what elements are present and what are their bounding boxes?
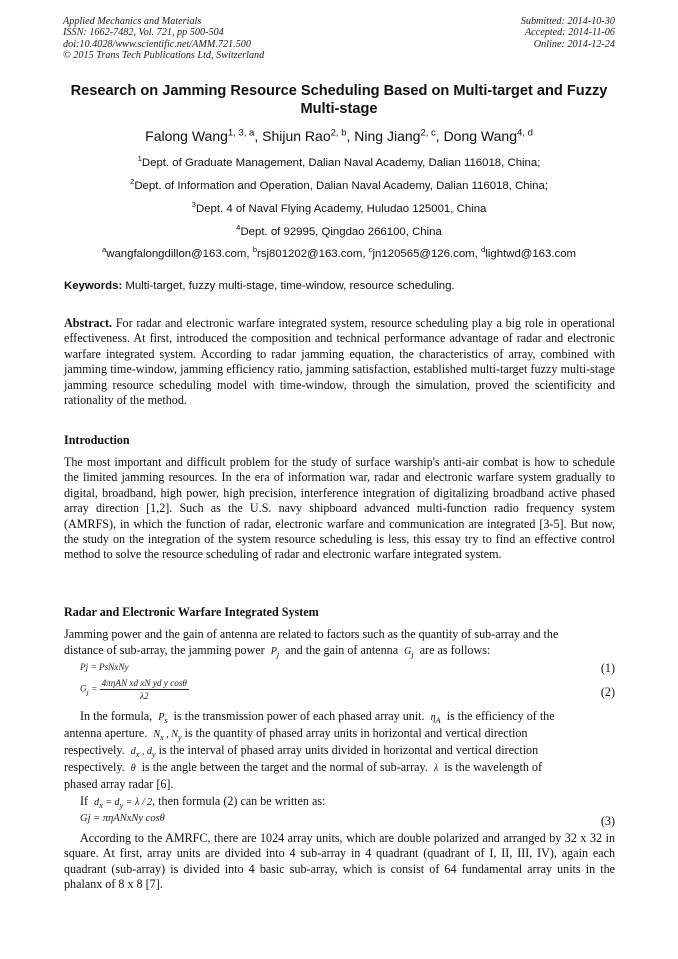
text-run: and the gain of antenna [285, 643, 399, 657]
introduction-heading: Introduction [64, 433, 130, 447]
keywords-label: Keywords: [64, 280, 123, 292]
abstract-label: Abstract. [64, 316, 113, 330]
symbol-ps: $P_s$ [158, 712, 168, 725]
paragraph-line: phased array radar [6]. [64, 777, 174, 791]
email-mark: b [252, 245, 258, 255]
journal-copyright: © 2015 Trans Tech Publications Ltd, Switzerland [63, 50, 265, 62]
text-run: In the formula, [80, 709, 153, 723]
abstract [64, 316, 615, 408]
author-name: Dong Wang [443, 128, 517, 144]
affiliation-4 [40, 225, 638, 239]
text-run: is the efficiency of the [446, 709, 555, 723]
text-run: are as follows: [419, 643, 491, 657]
symbol-nx-ny: $N_x$ , $N_y$ [153, 729, 182, 742]
journal-issn: ISSN: 1662-7482, Vol. 721, pp 500-504 [63, 27, 224, 39]
text-run: antenna aperture. [64, 726, 148, 740]
equation-1: Pj = PsNxNy [80, 662, 129, 672]
fraction [100, 678, 189, 701]
affiliation-mark: 4 [236, 223, 241, 233]
text-run: distance of sub-array, the jamming power [64, 643, 265, 657]
text-run: respectively. [64, 743, 125, 757]
paragraph-line: Jamming power and the gain of antenna are related to factors such as the quantity of sub-array and the [64, 627, 559, 641]
numerator: 4πηAN xd xN yd y cosθ [101, 678, 187, 688]
affiliation-mark: 3 [191, 200, 196, 210]
affiliation-text: Dept. of Graduate Management, Dalian Naval Academy, Dalian 116018, China; [141, 157, 541, 169]
symbol-dx-dy: $d_x$ , $d_y$ [130, 746, 156, 759]
accepted-date: Accepted: 2014-11-06 [524, 27, 615, 39]
keywords-text: Multi-target, fuzzy multi-stage, time-window, resource scheduling. [125, 280, 455, 292]
affiliation-text: Dept. of 92995, Qingdao 266100, China [240, 226, 442, 238]
affiliation-text: Dept. of Information and Operation, Dalian Naval Academy, Dalian 116018, China; [134, 180, 548, 192]
publication-dates [521, 16, 615, 50]
affiliation-2 [40, 179, 638, 193]
journal-name: Applied Mechanics and Materials [63, 16, 202, 27]
email-link[interactable]: rsj801202@163.com [257, 248, 363, 260]
equation-number: (3) [600, 814, 615, 828]
affiliation-mark: 2 [130, 177, 135, 187]
text-run: , then formula (2) can be written as: [152, 794, 326, 808]
text-run: If [80, 794, 89, 808]
email-list: $^a$wangfalongdillon@163.com, $^b$rsj801202@163.com, $^c$jn120565@126.com, $^d$lightwd@163.com [101, 245, 577, 260]
author-name: Shijun Rao [262, 128, 331, 144]
symbol-pj: $P_j$ [270, 646, 280, 659]
symbol-eta: $\eta_A$ [430, 712, 441, 725]
affiliation-text: Dept. 4 of Naval Flying Academy, Huludao 125001, China [195, 203, 487, 215]
symbol-lambda: λ [433, 763, 439, 774]
introduction-text: The most important and difficult problem for the study of surface warship's anti-air combat is how to schedule the limited jamming resources. In the era of information war, radar and electronic warfare system gradually to digital, broadband, high power, high precision, interference integration of digitalizing broadband active phased array direction [1,2]. Such as the U.S. navy shipboard advanced multi-function radio frequency system (AMRFS), in which the function of radar, electronic warfare and communication are integrated [3-5]. But now, the study on the integration of the system resource scheduling is less, this essay try to find an effective control method to solve the resource scheduling of radar and electronic warfare integrated system. [64, 455, 615, 562]
equation-2: $G_j$ = $\frac{\text{4πηAN xd xN yd y cosθ}}{\lambda 2}$ [80, 678, 187, 701]
affiliation-1 [40, 156, 638, 170]
text-run: is the angle between the target and the normal of sub-array. [141, 760, 428, 774]
email-mark: c [368, 245, 373, 255]
text-run: is the quantity of phased array units in horizontal and vertical direction [184, 726, 528, 740]
email-link[interactable]: lightwd@163.com [485, 248, 577, 260]
journal-info [63, 16, 264, 62]
text-run: respectively. [64, 760, 125, 774]
symbol-theta: θ [130, 763, 136, 774]
equation-number: (2) [600, 685, 615, 699]
author-affiliation-mark: 1, 3, a [227, 127, 255, 139]
equation-number: (1) [600, 661, 615, 675]
paragraph-line [64, 760, 615, 776]
paper-title: Research on Jamming Resource Scheduling Based on Multi-target and Fuzzy Multi-stage [70, 83, 608, 117]
paragraph-line [64, 794, 615, 813]
affiliation-mark: 1 [137, 154, 142, 164]
online-date: Online: 2014-12-24 [533, 38, 615, 50]
abstract-text: For radar and electronic warfare integrated system, resource scheduling play a big role in operational effectiveness. At first, introduced the composition and technical performance advantage of radar and electronic warfare integrated system. According to radar jamming equation, the characteristics of array, combined with jamming time-window, jamming efficiency ratio, jamming satisfaction, established multi-target fuzzy multi-stage jamming resource scheduling model with time-window, through the simulation, proved the scientificity and rationality of the method. [64, 316, 615, 408]
author-name: Falong Wang [145, 128, 228, 144]
author-list: Falong Wang$^{1, 3, a}$, Shijun Rao$^{2, b}$, Ning Jiang$^{2, c}$, Dong Wang$^{4, d}$ [145, 127, 533, 144]
keywords [64, 279, 616, 293]
text-run: is the transmission power of each phased array unit. [173, 709, 425, 723]
author-affiliation-mark: 4, d [516, 127, 533, 139]
text-run: is the interval of phased array units divided in horizontal and vertical direction [158, 743, 539, 757]
section-heading: Radar and Electronic Warfare Integrated System [64, 605, 319, 619]
affiliation-3 [40, 202, 638, 216]
email-mark: d [481, 245, 486, 255]
symbol-gj: $G_j$ [404, 646, 414, 659]
author-name: Ning Jiang [354, 128, 421, 144]
condition-expression: $d_x = d_y = \lambda / 2$ [94, 797, 153, 810]
denominator: λ2 [139, 691, 149, 701]
equation-3: Gj = πηANxNy cosθ [80, 813, 165, 824]
email-link[interactable]: jn120565@126.com [372, 248, 475, 260]
submitted-date: Submitted: 2014-10-30 [520, 16, 615, 27]
email-link[interactable]: wangfalongdillon@163.com [106, 248, 247, 260]
author-affiliation-mark: 2, b [330, 127, 347, 139]
journal-doi: doi:10.4028/www.scientific.net/AMM.721.500 [63, 38, 251, 50]
paragraph: According to the AMRFC, there are 1024 array units, which are double polarized and arranged by 32 x 32 in square. At first, array units are divided into 4 sub-array in 4 quadrant (quadrant of I, II, III, IV), again each quadrant (sub-array) is divided into 4 basic sub-array, which is consist of 64 fundamental array units in the phalanx of 8 x 8 [7]. [64, 831, 615, 892]
author-affiliation-mark: 2, c [420, 127, 436, 139]
text-run: is the wavelength of [444, 760, 542, 774]
email-mark: a [101, 245, 107, 255]
paragraph-line [64, 643, 615, 662]
